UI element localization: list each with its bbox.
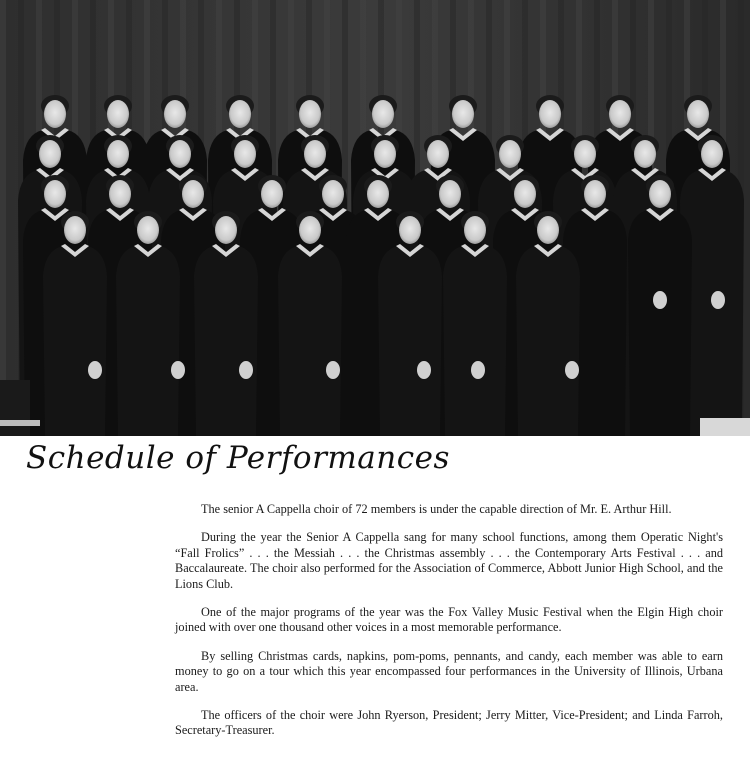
floor-edge: [0, 420, 40, 426]
face: [107, 140, 129, 168]
face: [169, 140, 191, 168]
paragraph-choir-director: The senior A Cappella choir of 72 members is under the capable direction of Mr. E. Arthur Hill.: [201, 502, 672, 516]
face: [499, 140, 521, 168]
face: [299, 100, 321, 128]
hand: [653, 291, 667, 309]
face: [107, 100, 129, 128]
choir-robe: [194, 246, 258, 436]
face: [584, 180, 606, 208]
paragraph-school-functions: During the year the Senior A Cappella sang for many school functions, among them Operatic Night's “Fall Frolics” . . . the Messiah . . . the Christmas assembly . . . the Contemporary Arts Festival . . . and Baccalaureate. The choir also performed for the Association of Commerce, Abbott Junior High School, and the Lions Club.: [175, 530, 723, 591]
hand: [565, 361, 579, 379]
face: [701, 140, 723, 168]
face: [399, 216, 421, 244]
hand: [326, 361, 340, 379]
choir-robe: [516, 246, 580, 436]
face: [137, 216, 159, 244]
face: [439, 180, 461, 208]
face: [44, 180, 66, 208]
face: [322, 180, 344, 208]
face: [372, 100, 394, 128]
piano-corner: [0, 380, 30, 436]
choir-robe: [378, 246, 442, 436]
face: [261, 180, 283, 208]
choir-robe: [628, 210, 692, 436]
paragraph-officers: The officers of the choir were John Ryerson, President; Jerry Mitter, Vice-President; and Linda Farroh, Secretary-Treasurer.: [175, 708, 723, 738]
hand: [417, 361, 431, 379]
face: [427, 140, 449, 168]
face: [44, 100, 66, 128]
face: [537, 216, 559, 244]
curtain-fold: [0, 0, 6, 436]
face: [304, 140, 326, 168]
face: [374, 140, 396, 168]
hand: [88, 361, 102, 379]
face: [539, 100, 561, 128]
face: [229, 100, 251, 128]
face: [64, 216, 86, 244]
floor-corner: [700, 418, 750, 436]
face: [109, 180, 131, 208]
paragraph-fundraising-tour: By selling Christmas cards, napkins, pom-poms, pennants, and candy, each member was able to earn money to go on a tour which this year encompassed four performances in the University of Illinois, Urbana area.: [175, 648, 723, 694]
hand: [711, 291, 725, 309]
choir-robe: [278, 246, 342, 436]
face: [687, 100, 709, 128]
choir-members: [18, 95, 744, 436]
page-title: Schedule of Performances: [26, 440, 450, 476]
face: [649, 180, 671, 208]
article-body: [175, 502, 723, 752]
face: [299, 216, 321, 244]
face: [39, 140, 61, 168]
face: [574, 140, 596, 168]
face: [234, 140, 256, 168]
choir-robe: [116, 246, 180, 436]
face: [464, 216, 486, 244]
face: [609, 100, 631, 128]
face: [164, 100, 186, 128]
face: [452, 100, 474, 128]
face: [514, 180, 536, 208]
paragraph-music-festival: One of the major programs of the year was the Fox Valley Music Festival when the Elgin High choir joined with over one thousand other voices in a most memorable performance.: [175, 605, 723, 635]
face: [182, 180, 204, 208]
choir-robe: [443, 246, 507, 436]
face: [367, 180, 389, 208]
face: [215, 216, 237, 244]
hand: [239, 361, 253, 379]
hand: [471, 361, 485, 379]
face: [634, 140, 656, 168]
hand: [171, 361, 185, 379]
choir-robe: [43, 246, 107, 436]
